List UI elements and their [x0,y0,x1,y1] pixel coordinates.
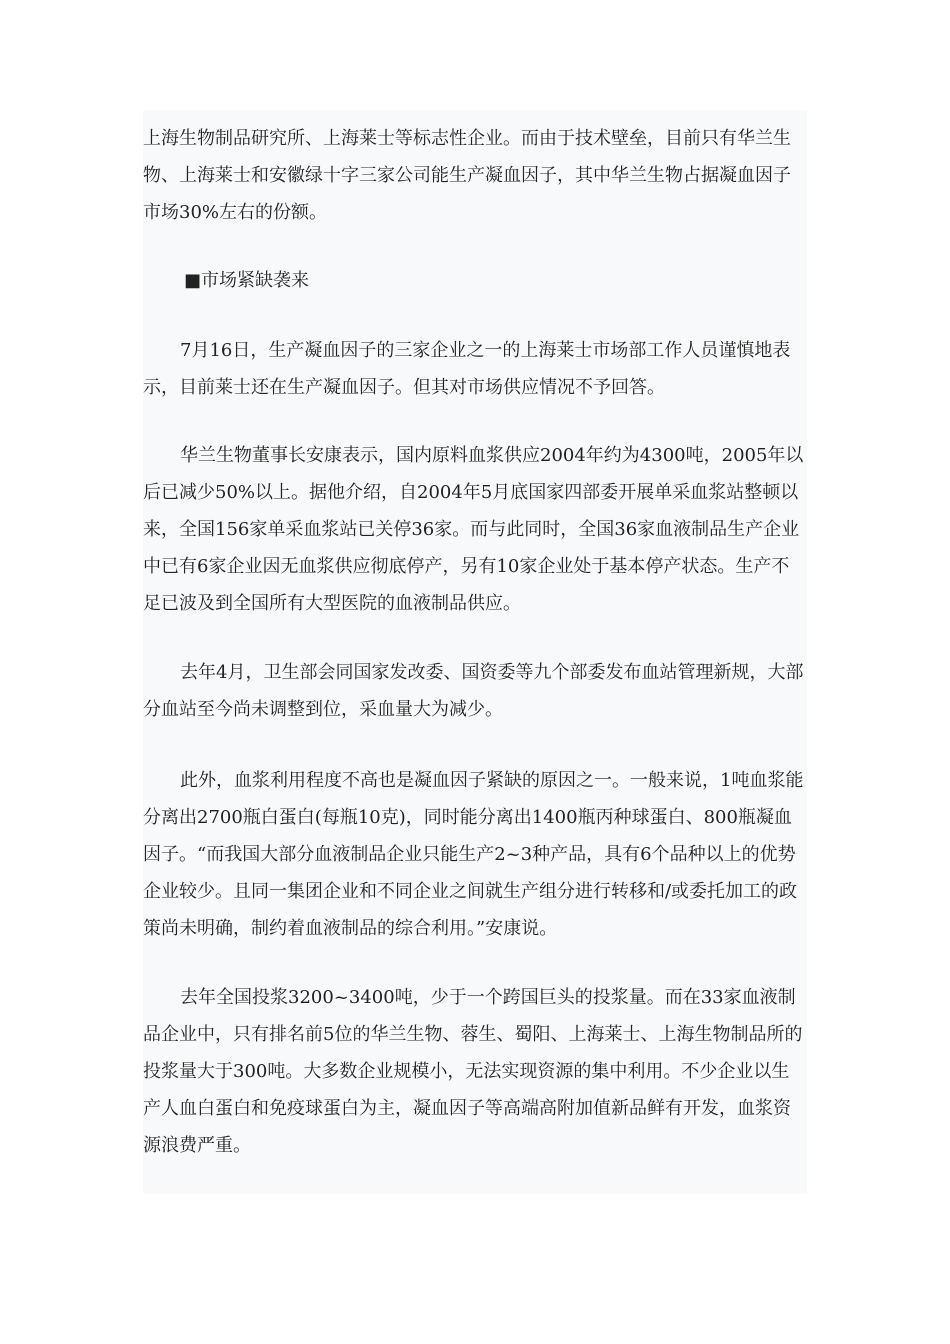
article-body [143,110,807,1194]
paragraph-5: 此外，血浆利用程度不高也是凝血因子紧缺的原因之一。一般来说，1吨血浆能分离出2700瓶白蛋白(每瓶10克)，同时能分离出1400瓶丙种球蛋白、800瓶凝血因子。“而我国大部分血液制品企业只能生产2~3种产品，具有6个品种以上的优势企业较少。且同一集团企业和不同企业之间就生产组分进行转移和/或委托加工的政策尚未明确，制约着血液制品的综合利用。”安康说。 [143,770,804,939]
section-heading: ■市场紧缺袭来 [184,270,310,291]
paragraph-3: 华兰生物董事长安康表示，国内原料血浆供应2004年约为4300吨，2005年以后已减少50%以上。据他介绍，自2004年5月底国家四部委开展单采血浆站整顿以来，全国156家单采血浆站已关停36家。而与此同时，全国36家血液制品生产企业中已有6家企业因无血浆供应彻底停产，另有10家企业处于基本停产状态。生产不足已波及到全国所有大型医院的血液制品供应。 [143,445,804,614]
paragraph-2: 7月16日，生产凝血因子的三家企业之一的上海莱士市场部工作人员谨慎地表示，目前莱士还在生产凝血因子。但其对市场供应情况不予回答。 [143,340,791,398]
paragraph-4: 去年4月，卫生部会同国家发改委、国资委等九个部委发布血站管理新规，大部分血站至今尚未调整到位，采血量大为减少。 [143,662,804,720]
paragraph-6: 去年全国投浆3200~3400吨，少于一个跨国巨头的投浆量。而在33家血液制品企业中，只有排名前5位的华兰生物、蓉生、蜀阳、上海莱士、上海生物制品所的投浆量大于300吨。大多数企业规模小，无法实现资源的集中利用。不少企业以生产人血白蛋白和免疫球蛋白为主，凝血因子等高端高附加值新品鲜有开发，血浆资源浪费严重。 [143,987,803,1156]
paragraph-1: 上海生物制品研究所、上海莱士等标志性企业。而由于技术壁垒，目前只有华兰生物、上海莱士和安徽绿十字三家公司能生产凝血因子，其中华兰生物占据凝血因子市场30%左右的份额。 [143,128,791,223]
